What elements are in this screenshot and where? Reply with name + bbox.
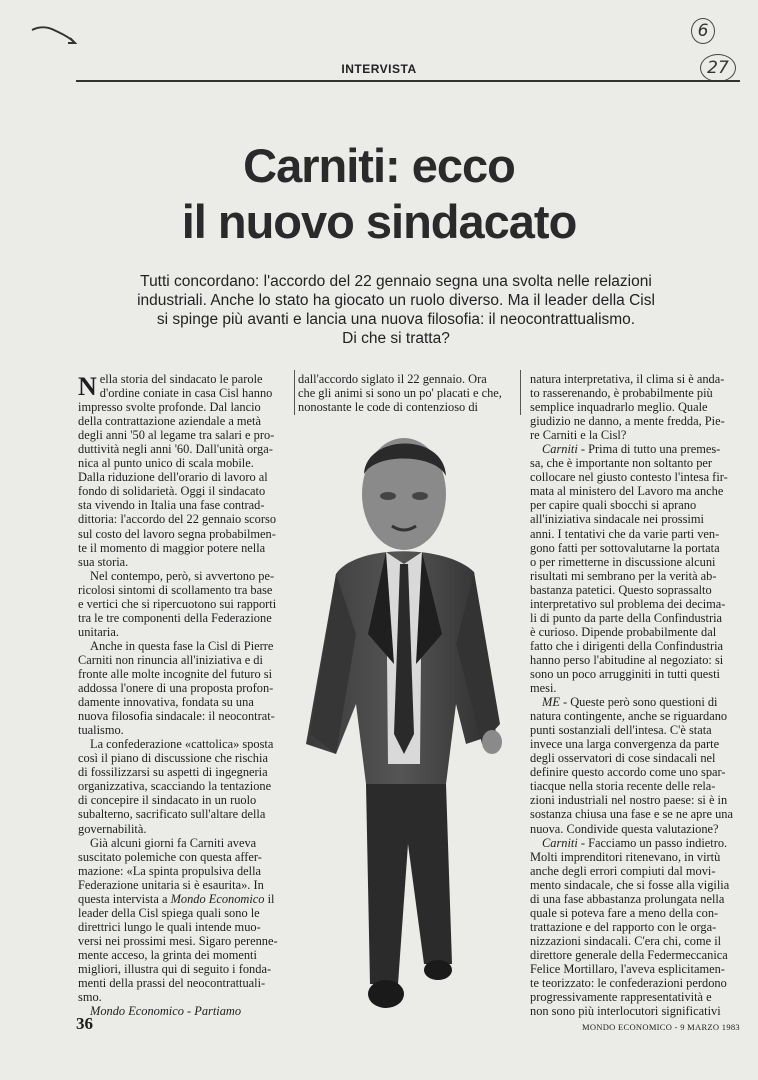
text-line: nica al punto unico di scala mobile. [78,456,254,471]
text-line: sostanza chiusa una fase e se ne apre una [530,807,733,822]
text-line: quale si poteva fare a meno della con- [530,905,719,920]
text-line: sua storia. [78,554,129,569]
text-line: natura contingente, anche se riguardano [530,709,728,724]
text-line: Carniti - Facciamo un passo indietro. [542,835,728,850]
text-line: sono un poco arrugginiti in tutti questi [530,666,720,681]
text-line: di concepire il sindacato in un ruolo [78,793,257,808]
text-line: unitaria. [78,624,119,639]
text-line: zioni industriali nel nostro paese: si è in [530,793,728,808]
text-line: interpretativo sul problema dei decima- [530,596,726,611]
text-line: definire questo accordo come uno spar- [530,765,726,780]
text-line: hanno perso l'abitudine al negoziato: si [530,652,724,667]
text-line: menti della prassi del neocontrattuali- [78,976,266,991]
text-line: duttività negli anni '60. Dall'unità orga- [78,442,273,457]
text-line: nuova filosofia sindacale: il neocontrat- [78,709,275,724]
text-line: punti sostanziali dell'intesa. C'è stata [530,723,712,738]
text-line: ella storia del sindacato le parole [99,372,263,386]
text-line: li di punto da parte della Confindustria [530,610,723,625]
text-line: tiacque nella storia recente delle rela- [530,779,716,794]
standfirst [96,272,696,348]
text-line: Carniti - Prima di tutto una premes- [542,442,721,457]
text-line: natura interpretativa, il clima si è anda- [530,372,725,386]
circled-annotation-number: 6 [691,18,715,44]
text-line: tra le tre componenti della Federazione [78,610,272,625]
text-line: fondo di solidarietà. Oggi il sindacato [78,484,266,499]
headline-line: Carniti: ecco [243,139,515,192]
text-line: nonostante le code di contenzioso di [298,400,478,415]
text-line: Già alcuni giorni fa Carniti aveva [90,835,257,850]
text-line: gono fatti per sottovalutarne la portata [530,540,720,555]
text-line: mazione: «La spinta propulsiva della [78,863,262,878]
text-line: organizzativa, scacciando la tentazione [78,779,272,794]
text-line: non sono più interlocutori significativi [530,1004,721,1019]
text-line: Dalla riduzione dell'orario di lavoro al [78,470,268,485]
text-line: mata al ministero del Lavoro ma anche [530,484,724,499]
column-body [78,400,290,1004]
text-line: sa, che è importante non soltanto per [530,456,713,471]
text-line: La confederazione «cattolica» sposta [90,737,274,752]
text-line: fronte alle molte incognite del futuro si [78,666,273,681]
text-line: governabilità. [78,821,147,836]
circled-annotation-page: 27 [700,54,736,82]
text-line: te il momento di maggior potere nella [78,540,266,555]
standfirst-line: si spinge più avanti e lancia una nuova filosofia: il neocontrattualismo. [156,311,636,328]
text-line: smo. [78,990,102,1005]
text-line: damente innovativa, fondata su una [78,695,254,710]
text-line: mento sindacale, che si fosse alla vigilia [530,877,730,892]
text-line: per capire quali sbocchi si aprano [530,498,697,513]
standfirst-line: Tutti concordano: l'accordo del 22 gennaio segna una svolta nelle relazioni [140,273,652,290]
text-line: collocare nel giusto contesto l'intesa fir- [530,470,728,485]
text-line: mente acceso, la grinta dei momenti [78,947,257,962]
text-line: di fossilizzarsi su aspetti di ingegneria [78,765,268,780]
text-line: bastanza patetici. Questo soprassalto [530,582,712,597]
text-line: d'ordine coniate in casa Cisl hanno [99,386,273,401]
text-line: direttore generale della Federmeccanica [530,947,728,962]
text-line: anche degli errori compiuti dal movi- [530,863,716,878]
text-line: e vertici che si ripercuotono sui rapporti [78,596,277,611]
article-column-3 [530,372,742,1018]
text-line: sta vivendo in Italia una fase contrad- [78,498,265,513]
text-line: impresso svolte profonde. Dal lancio [78,400,261,415]
standfirst-line: Di che si tratta? [342,330,450,347]
text-line: versi nei prossimi mesi. Sigaro perenne- [78,933,278,948]
text-line: migliori, illustra qui di seguito i fonda- [78,961,272,976]
text-line: tualismo. [78,723,124,738]
text-line: che gli animi si sono un po' placati e che, [298,386,502,401]
text-line: ricolosi sintomi di scollamento tra base [78,582,273,597]
standfirst-line: industriali. Anche lo stato ha giocato un ruolo diverso. Ma il leader della Cisl [137,292,655,309]
text-line: subalterno, sacrificato sull'altare della [78,807,266,822]
text-line: Federazione unitaria si è esaurita». In [78,877,264,892]
headline-line: il nuovo sindacato [181,195,577,248]
header-rule [76,80,740,82]
text-line: Felice Mortillaro, l'aveva esplicitamen- [530,961,725,976]
text-line: questa intervista a Mondo Economico il [78,891,275,906]
text-line: all'iniziativa sindacale nei prossimi [530,512,704,527]
column-body [530,372,742,1018]
interview-question-lead: Mondo Economico - Partiamo [90,1004,242,1019]
text-line: fatto che i dirigenti della Confindustria [530,638,724,653]
text-line: dittoria: l'accordo del 22 gennaio scorso [78,512,277,527]
text-line: trattazione e del rapporto con le orga- [530,919,717,934]
article-column-1 [78,372,290,1018]
text-line: re Carniti e la Cisl? [530,428,627,443]
text-line: te teorizzato: le confederazioni perdono [530,976,727,991]
column-divider [294,370,295,415]
text-line: degli anni '50 al legame tra salari e pro- [78,428,275,443]
text-line: della contrattazione aziendale a metà [78,414,261,429]
text-line: Nel contempo, però, si avvertono pe- [90,568,275,583]
text-line: così il piano di discussione che rischia [78,751,268,766]
text-line: nizzazioni sindacali. C'era chi, come il [530,933,722,948]
text-line: suscitato polemiche con questa affer- [78,849,262,864]
text-line: mesi. [530,681,557,696]
text-line: ME - Queste però sono questioni di [542,695,718,710]
text-line: o per rimetterne in discussione alcuni [530,554,716,569]
text-line: leader della Cisl spiega quali sono le [78,905,260,920]
section-label: INTERVISTA [341,62,417,76]
text-line: degli osservatori di cose sindacali nel [530,751,716,766]
text-line: semplice inquadrarlo meglio. Quale [530,400,708,415]
scribble-mark [30,24,78,46]
text-line: risultati mi sembrano per la verità ab- [530,568,717,583]
text-line: sul costo del lavoro segna probabilmen- [78,526,276,541]
text-line: è curioso. Dipende probabilmente dal [530,624,717,639]
text-line: direttrici lungo le quali intende muo- [78,919,261,934]
text-line: progressivamente rappresentatività e [530,990,712,1005]
portrait-photo [296,404,526,1020]
text-line: Molti imprenditori ritenevano, in virtù [530,849,721,864]
drop-cap: N [78,372,97,401]
text-line: Carniti non rinuncia all'iniziativa e di [78,652,263,667]
text-line: Anche in questa fase la Cisl di Pierre [90,638,274,653]
page-number: 36 [76,1014,93,1033]
text-line: addossa l'onere di una proposta profon- [78,681,274,696]
headline [0,138,758,250]
text-line: nuova. Condivide questa valutazione? [530,821,719,836]
text-line: anni. I tentativi che da varie parti ven- [530,526,720,541]
text-line: to rasserenando, è probabilmente più [530,386,713,401]
text-line: dall'accordo siglato il 22 gennaio. Ora [298,372,487,386]
text-line: giudizio ne danno, a mente fredda, Pie- [530,414,725,429]
publication-footer: MONDO ECONOMICO - 9 MARZO 1983 [582,1022,740,1032]
text-line: invece una larga convergenza da parte [530,737,720,752]
text-line: di una fase abbastanza prolungata nella [530,891,725,906]
